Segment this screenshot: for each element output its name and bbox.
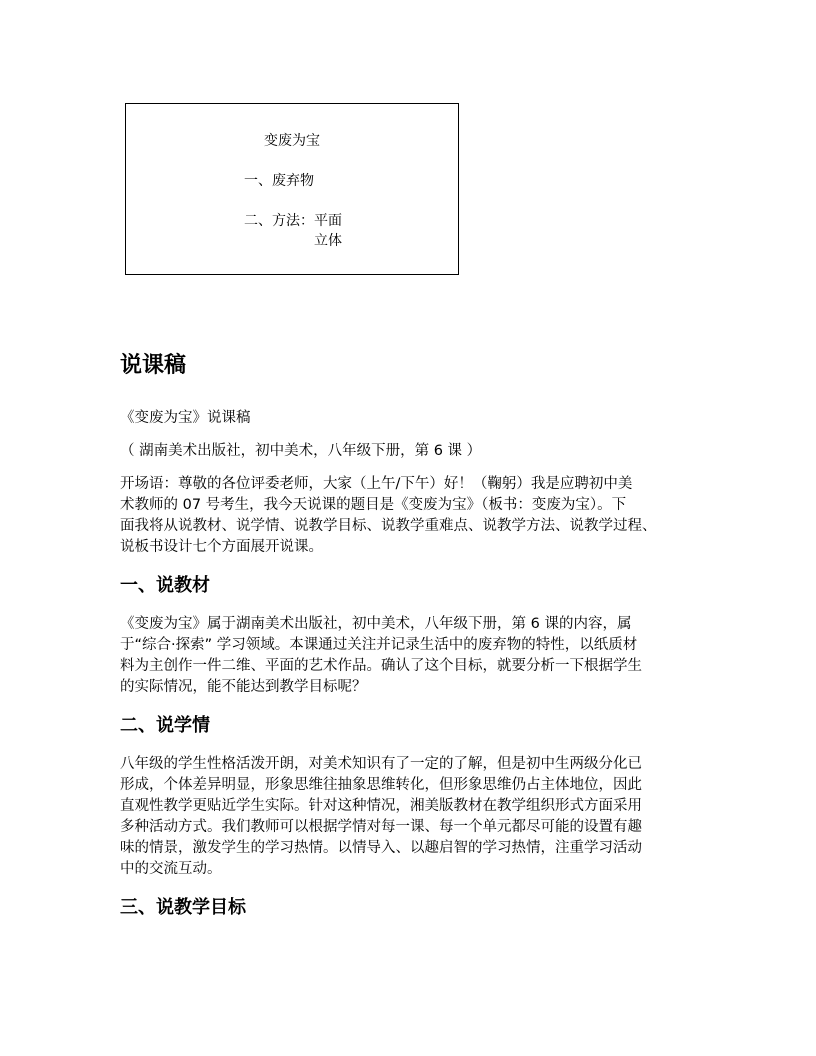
section-heading-objectives: 三、说教学目标	[120, 897, 246, 918]
paragraph-line: 八年级的学生性格活泼开朗，对美术知识有了一定的了解，但是初中生两级分化已	[120, 756, 642, 772]
document-title: 说课稿	[120, 353, 187, 378]
intro-line: 说板书设计七个方面展开说课。	[120, 539, 323, 555]
paragraph-line: 中的交流互动。	[120, 861, 222, 877]
paragraph-line: 《变废为宝》属于湖南美术出版社，初中美术，八年级下册，第 6 课的内容，属	[120, 616, 632, 632]
paragraph-line: 于“综合·探索” 学习领域。本课通过关注并记录生活中的废弃物的特性，以纸质材	[120, 637, 638, 653]
section-paragraph-textbook	[120, 614, 710, 698]
section-heading-textbook: 一、说教材	[120, 575, 210, 596]
board-title: 变废为宝	[264, 133, 320, 149]
intro-line: 开场语：尊敬的各位评委老师，大家（上午/下午）好！（鞠躬）我是应聘初中美	[120, 476, 633, 492]
paragraph-line: 的实际情况，能不能达到教学目标呢？	[120, 679, 367, 695]
intro-line: 面我将从说教材、说学情、说教学目标、说教学重难点、说教学方法、说教学过程、	[120, 518, 657, 534]
document-subtitle: 《变废为宝》说课稿	[120, 410, 251, 426]
document-source: （ 湖南美术出版社，初中美术，八年级下册，第 6 课 ）	[120, 443, 482, 459]
intro-line: 术教师的 07 号考生，我今天说课的题目是《变废为宝》（板书：变废为宝）。下	[120, 497, 627, 513]
board-point-2: 二、方法：平面	[244, 213, 342, 229]
document-body	[120, 346, 710, 936]
intro-paragraph	[120, 474, 710, 558]
paragraph-line: 形成，个体差异明显，形象思维往抽象思维转化，但形象思维仍占主体地位，因此	[120, 777, 642, 793]
section-heading-students: 二、说学情	[120, 715, 210, 736]
paragraph-line: 料为主创作一件二维、平面的艺术作品。确认了这个目标，就要分析一下根据学生	[120, 658, 642, 674]
blackboard-design-box	[125, 103, 459, 275]
paragraph-line: 味的情景，激发学生的学习热情。以情导入、以趣启智的学习热情，注重学习活动	[120, 840, 642, 856]
paragraph-line: 多种活动方式。我们教师可以根据学情对每一课、每一个单元都尽可能的设置有趣	[120, 819, 642, 835]
board-point-1: 一、废弃物	[244, 173, 314, 189]
board-point-2-sub: 立体	[314, 233, 342, 249]
section-paragraph-students	[120, 754, 710, 880]
paragraph-line: 直观性教学更贴近学生实际。针对这种情况，湘美版教材在教学组织形式方面采用	[120, 798, 642, 814]
